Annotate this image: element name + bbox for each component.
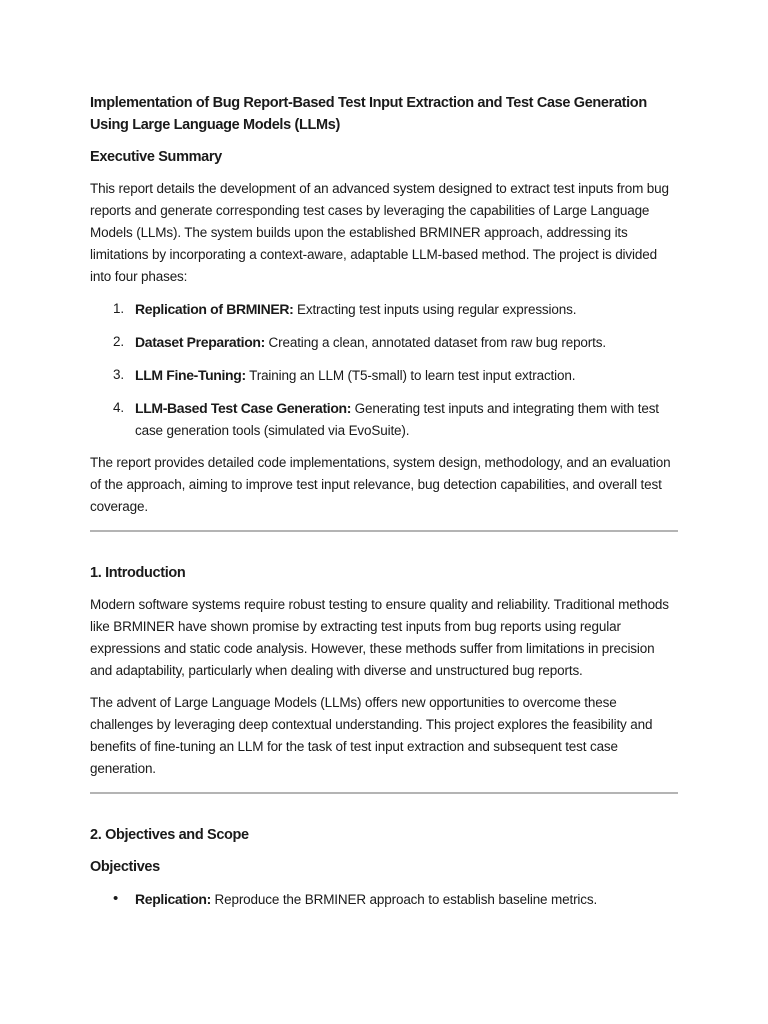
introduction-paragraph: Modern software systems require robust testing to ensure quality and reliability. Traditional methods like BRMINER have shown promise by extracting test inputs from bug reports using regular expressions and static code analysis. However, these methods suffer from limitations in precision and adaptability, particularly when dealing with diverse and unstructured bug reports. — [90, 597, 669, 678]
phase-description: Extracting test inputs using regular expressions. — [293, 302, 577, 317]
list-number: 3. — [113, 367, 124, 382]
phases-list — [90, 298, 678, 442]
phase-description: Training an LLM (T5-small) to learn test input extraction. — [245, 368, 576, 383]
list-number: 2. — [113, 334, 124, 349]
introduction-heading: 1. Introduction — [90, 565, 186, 581]
list-item — [90, 397, 678, 442]
list-number: 4. — [113, 400, 124, 415]
objectives-subheading: Objectives — [90, 859, 160, 875]
phase-term: LLM Fine-Tuning: — [135, 367, 246, 383]
executive-summary-intro: This report details the development of an advanced system designed to extract test inputs from bug reports and generate corresponding test cases by leveraging the capabilities of Large Language Models (LLMs). The system builds upon the established BRMINER approach, addressing its limitations by incorporating a context-aware, adaptable LLM-based method. The project is divided into four phases: — [90, 181, 669, 284]
introduction-paragraph: The advent of Large Language Models (LLMs) offers new opportunities to overcome these challenges by leveraging deep contextual understanding. This project explores the feasibility and benefits of fine-tuning an LLM for the task of test input extraction and subsequent test case generation. — [90, 695, 653, 776]
list-item — [90, 298, 678, 321]
list-item — [90, 331, 678, 354]
list-item — [90, 888, 678, 911]
executive-summary-heading: Executive Summary — [90, 149, 222, 165]
objectives-list — [90, 888, 678, 911]
section-divider — [90, 792, 678, 794]
document-title: Implementation of Bug Report-Based Test Input Extraction and Test Case Generation Using Large Language Models (LLMs) — [90, 95, 647, 133]
phase-description: Generating test inputs and integrating them with test case generation tools (simulated via EvoSuite). — [135, 401, 659, 438]
list-number: 1. — [113, 301, 124, 316]
phase-term: Dataset Preparation: — [135, 334, 265, 350]
phase-term: LLM-Based Test Case Generation: — [135, 400, 352, 416]
phase-description: Creating a clean, annotated dataset from raw bug reports. — [264, 335, 606, 350]
list-item — [90, 364, 678, 387]
objectives-scope-heading: 2. Objectives and Scope — [90, 827, 249, 843]
section-divider — [90, 530, 678, 532]
objective-description: Reproduce the BRMINER approach to establish baseline metrics. — [210, 892, 598, 907]
bullet-icon: • — [113, 890, 119, 907]
objective-term: Replication: — [135, 891, 211, 907]
executive-summary-closing: The report provides detailed code implementations, system design, methodology, and an evaluation of the approach, aiming to improve test input relevance, bug detection capabilities, and overall test coverage. — [90, 455, 671, 514]
document-page — [90, 92, 678, 921]
phase-term: Replication of BRMINER: — [135, 301, 294, 317]
